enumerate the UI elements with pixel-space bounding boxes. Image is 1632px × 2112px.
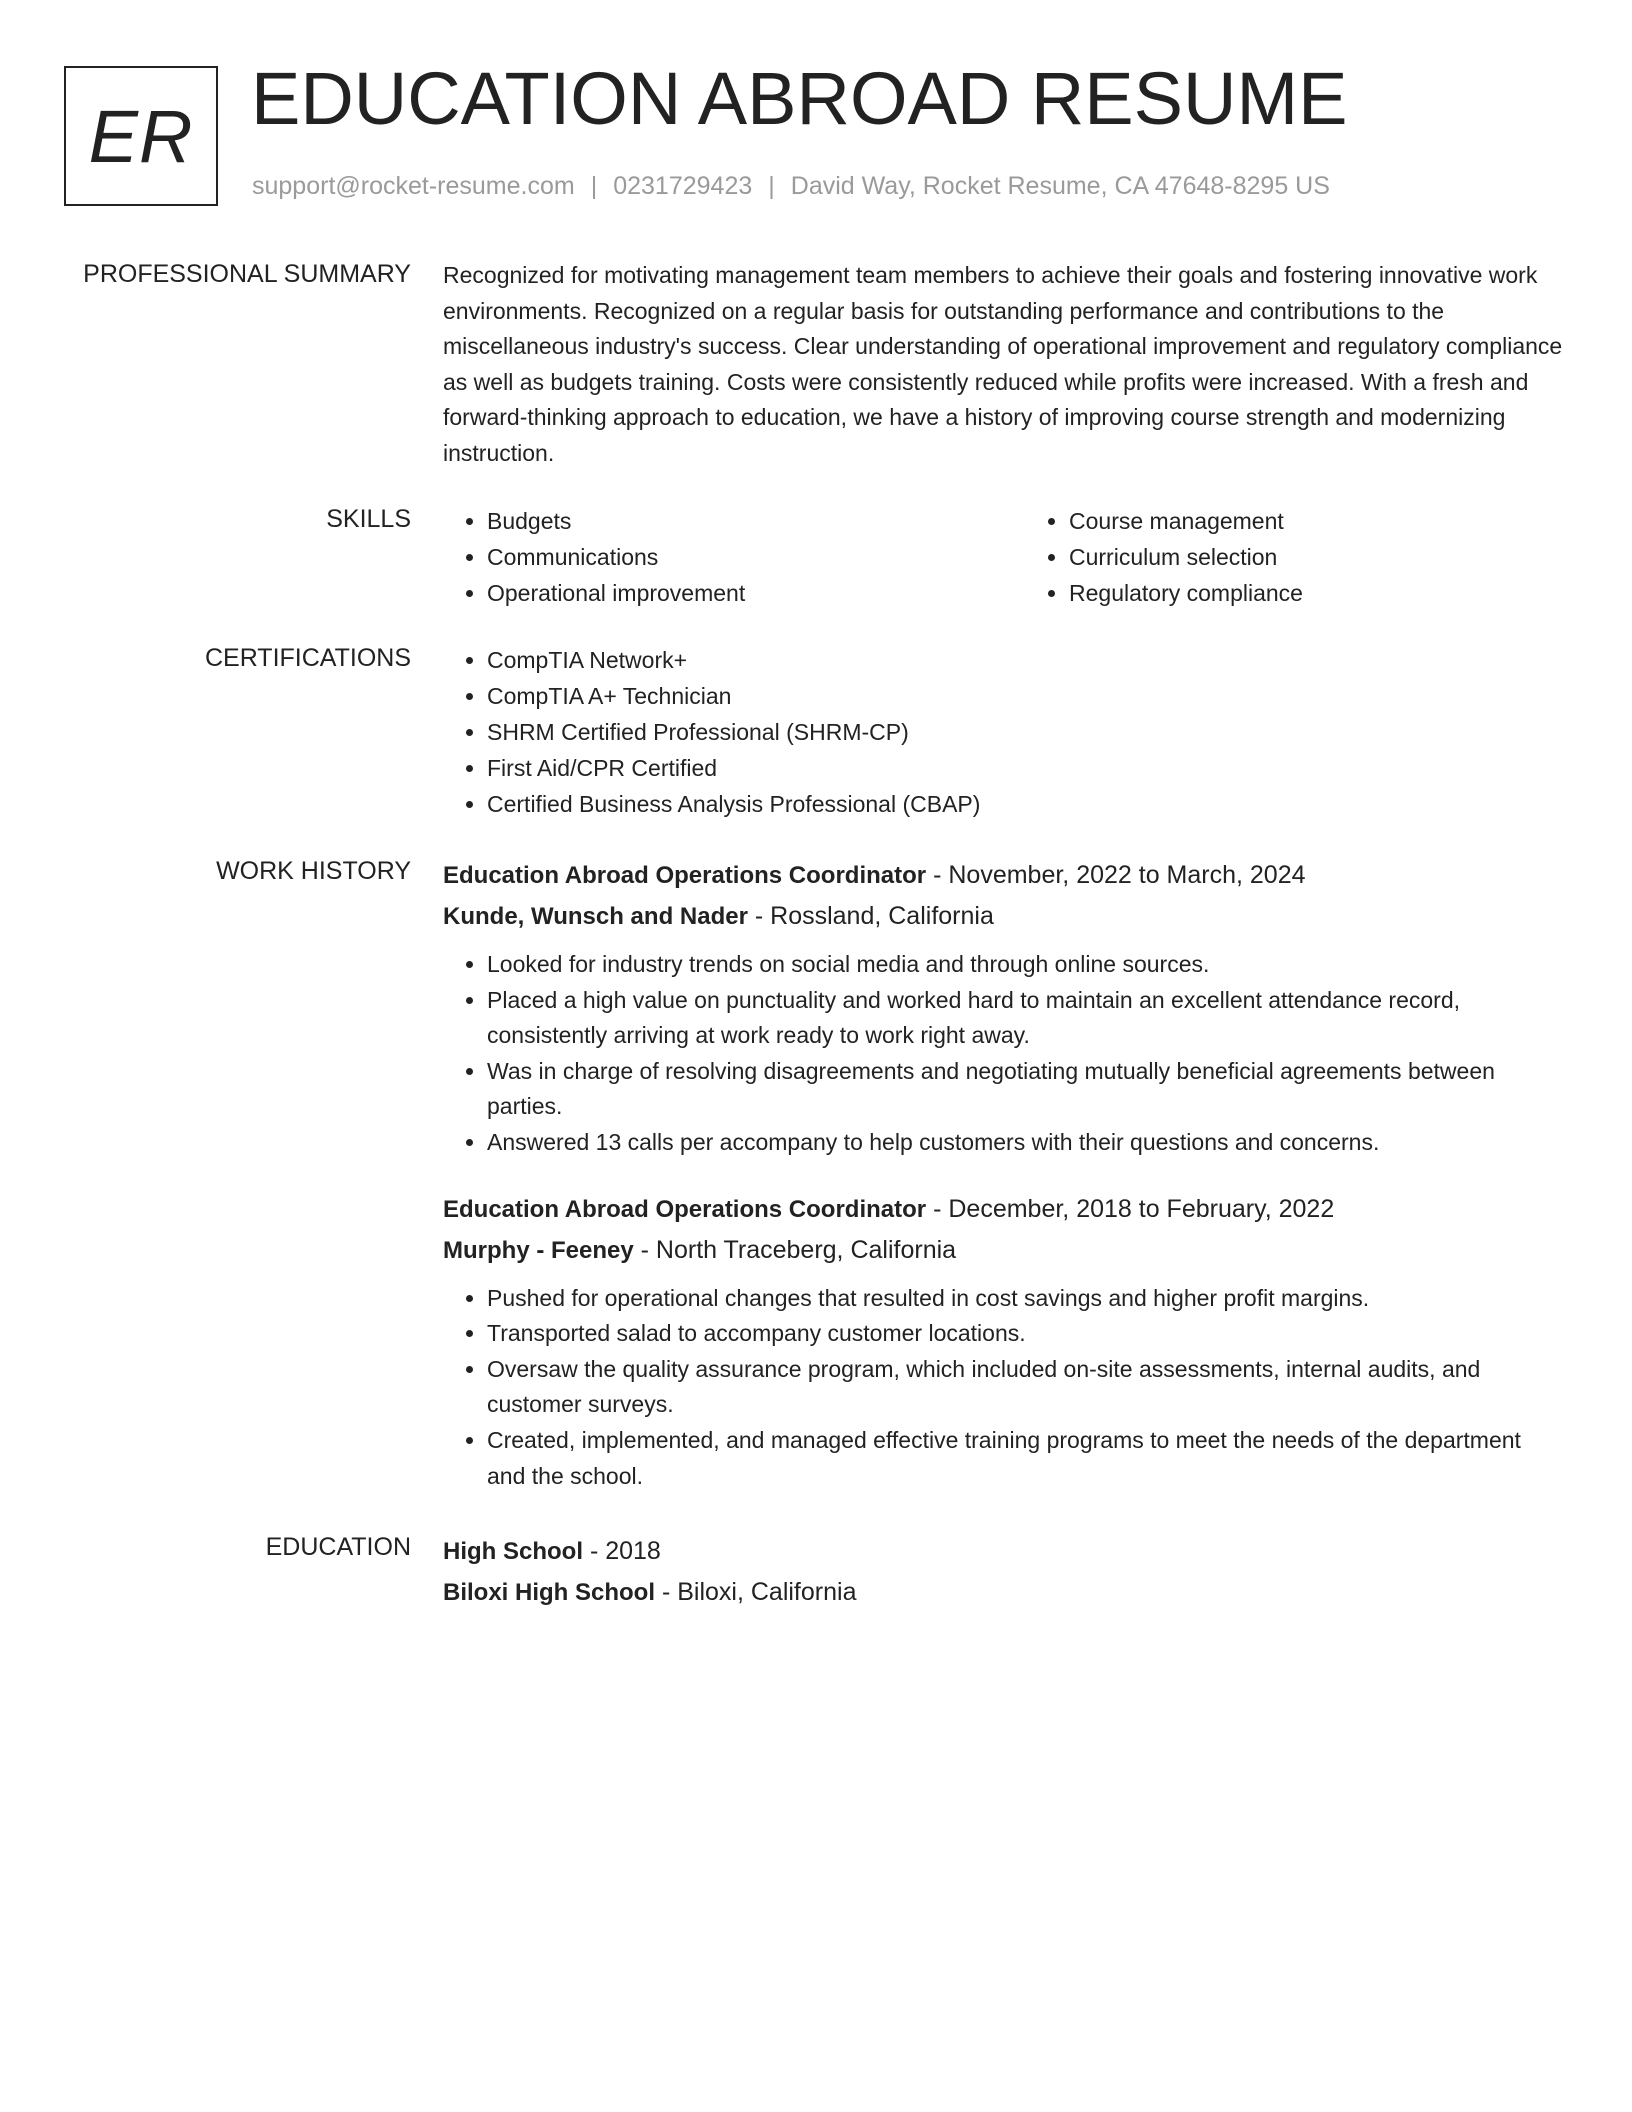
job-company-line — [443, 1230, 1563, 1271]
job-title-line — [443, 1189, 1563, 1230]
section-label-certifications: CERTIFICATIONS — [204, 644, 411, 672]
certification-item: • SHRM Certified Professional (SHRM-CP) — [487, 714, 1563, 750]
resume-title: EDUCATION ABROAD RESUME — [251, 57, 1348, 140]
skills-body — [443, 503, 1563, 611]
contact-line — [252, 172, 1330, 201]
skill-item: • Operational improvement — [487, 575, 981, 611]
skill-item: • Course management — [1069, 503, 1563, 539]
job-dates: - November, 2022 to March, 2024 — [926, 861, 1306, 889]
contact-address: David Way, Rocket Resume, CA 47648-8295 US — [790, 172, 1330, 200]
job-bullets — [443, 1281, 1563, 1495]
summary-text: Recognized for motivating management team members to achieve their goals and fostering innovative work environments. Recognized on a regular basis for outstanding performance and contributions to the miscellaneous industry's success. Clear understanding of operational improvement and regulatory compliance as well as budgets training. Costs were consistently reduced while profits were increased. With a fresh and forward-thinking approach to education, we have a history of improving course strength and modernizing instruction. — [443, 262, 1563, 466]
job-company: Murphy - Feeney — [443, 1236, 634, 1264]
job-entry — [443, 1189, 1563, 1495]
job-title: Education Abroad Operations Coordinator — [443, 862, 927, 889]
summary-body — [443, 258, 1563, 472]
skill-item: • Communications — [487, 539, 981, 575]
contact-separator: | — [768, 172, 775, 200]
education-year: - 2018 — [583, 1537, 661, 1565]
monogram-logo: ER — [64, 66, 218, 206]
job-bullets — [443, 947, 1563, 1161]
certification-item: • First Aid/CPR Certified — [487, 750, 1563, 786]
certification-item: • CompTIA Network+ — [487, 642, 1563, 678]
education-degree: High School — [443, 1538, 583, 1565]
certifications-body — [443, 642, 1563, 822]
education-degree-line — [443, 1531, 1563, 1572]
certification-item: • CompTIA A+ Technician — [487, 678, 1563, 714]
work-history-body — [443, 855, 1563, 1494]
skill-item: • Regulatory compliance — [1069, 575, 1563, 611]
skills-list-left — [443, 503, 981, 611]
job-location: - Rossland, California — [747, 902, 994, 930]
education-location: - Biloxi, California — [655, 1578, 857, 1606]
job-bullet: • Looked for industry trends on social media and through online sources. — [487, 947, 1563, 983]
section-label-work-history: WORK HISTORY — [216, 857, 411, 885]
contact-phone[interactable]: 0231729423 — [613, 172, 753, 200]
job-company: Kunde, Wunsch and Nader — [443, 903, 748, 930]
education-school-line — [443, 1572, 1563, 1613]
skills-grid — [443, 503, 1563, 611]
job-location: - North Traceberg, California — [633, 1235, 957, 1264]
education-body — [443, 1531, 1563, 1613]
job-bullet: • Pushed for operational changes that resulted in cost savings and higher profit margins. — [487, 1281, 1563, 1317]
contact-separator: | — [590, 172, 598, 200]
education-school: Biloxi High School — [443, 1579, 656, 1606]
certifications-list — [443, 642, 1563, 822]
job-bullet: • Answered 13 calls per accompany to help customers with their questions and concerns. — [487, 1125, 1563, 1161]
job-bullet: • Placed a high value on punctuality and worked hard to maintain an excellent attendance record, consistently arriving at work ready to work right away. — [487, 983, 1563, 1054]
skill-item: • Curriculum selection — [1069, 539, 1563, 575]
job-entry — [443, 855, 1563, 1161]
section-label-skills: SKILLS — [326, 505, 411, 533]
section-label-education: EDUCATION — [265, 1533, 411, 1561]
job-company-line — [443, 896, 1563, 937]
job-bullet: • Was in charge of resolving disagreements and negotiating mutually beneficial agreements between parties. — [487, 1054, 1563, 1125]
skills-list-right — [1025, 503, 1563, 611]
job-dates: - December, 2018 to February, 2022 — [926, 1194, 1335, 1223]
job-bullet: • Transported salad to accompany customer locations. — [487, 1316, 1563, 1352]
contact-email[interactable]: support@rocket-resume.com — [252, 172, 575, 200]
job-bullet: • Oversaw the quality assurance program, which included on-site assessments, internal audits, and customer surveys. — [487, 1352, 1563, 1423]
job-bullet: • Created, implemented, and managed effective training programs to meet the needs of the department and the school. — [487, 1423, 1563, 1494]
job-title-line — [443, 855, 1563, 896]
section-label-summary: PROFESSIONAL SUMMARY — [83, 260, 411, 288]
job-title: Education Abroad Operations Coordinator — [443, 1195, 927, 1223]
certification-item: • Certified Business Analysis Professional (CBAP) — [487, 786, 1563, 822]
skill-item: • Budgets — [487, 503, 981, 539]
